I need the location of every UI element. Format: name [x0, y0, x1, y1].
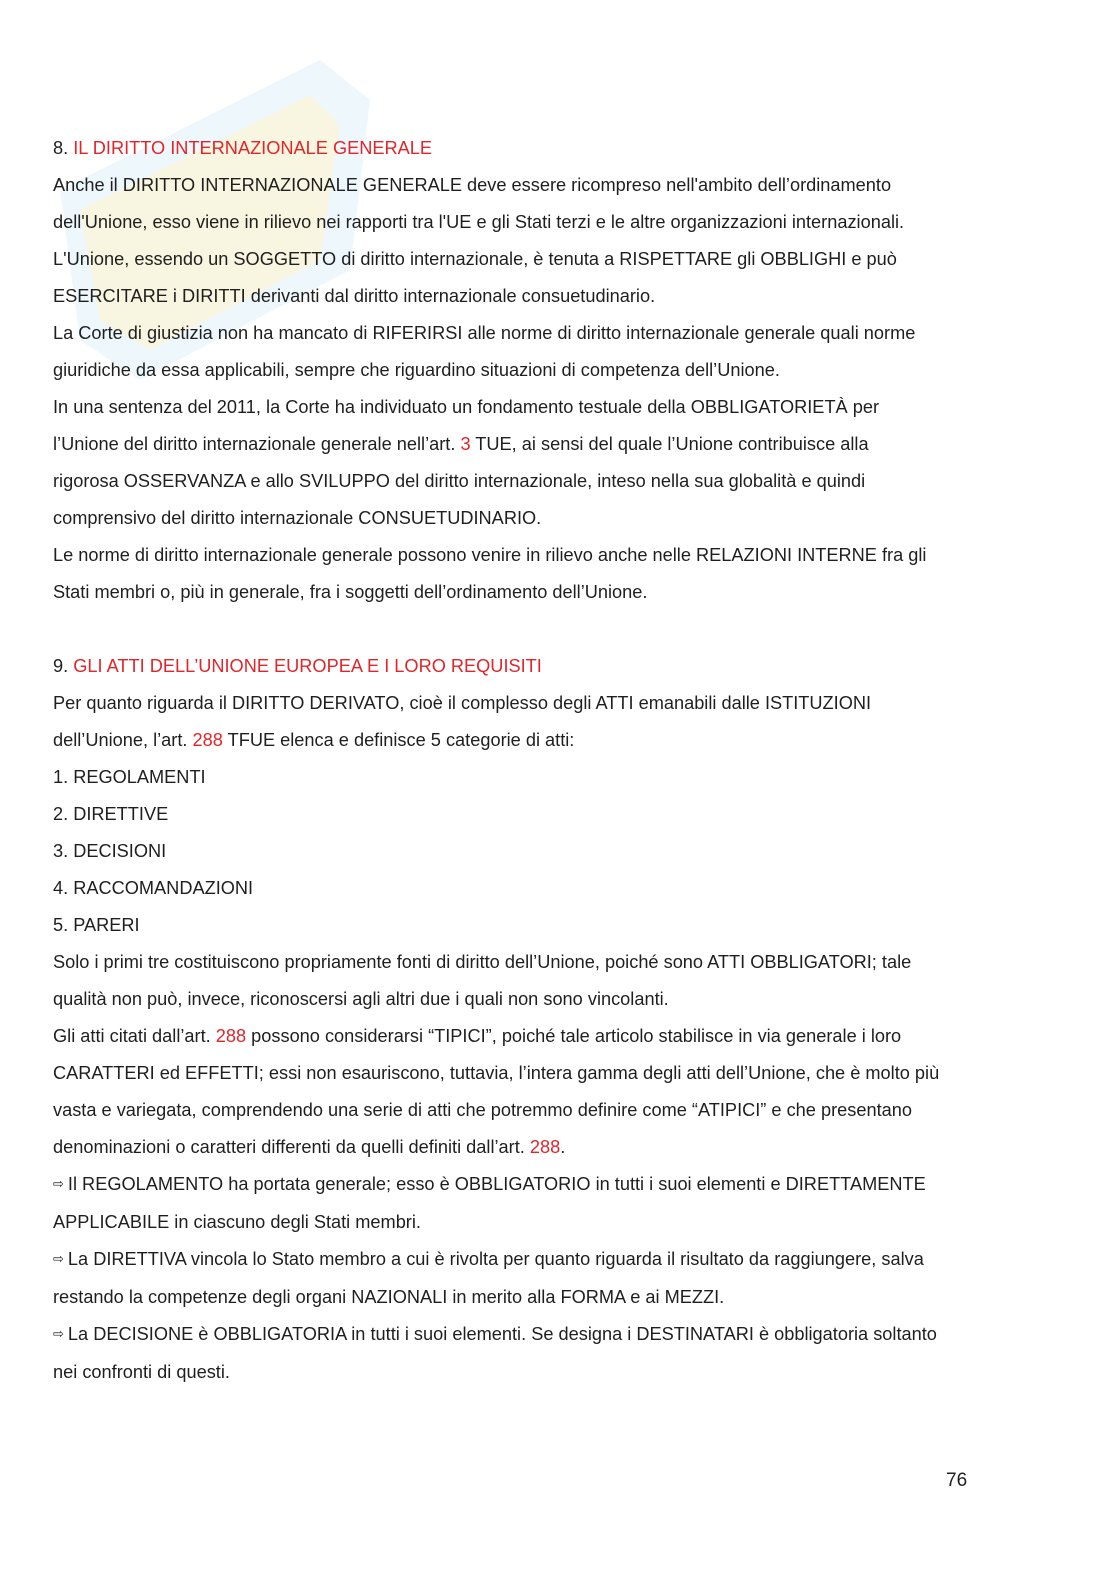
list-item: 4. RACCOMANDAZIONI — [53, 878, 254, 898]
list-item: 2. DIRETTIVE — [53, 804, 169, 824]
section-9-title: GLI ATTI DELL’UNIONE EUROPEA E I LORO REQUISITI — [73, 656, 542, 676]
page-number: 76 — [946, 1470, 968, 1491]
paragraph-line: Le norme di diritto internazionale generale possono venire in rilievo anche nelle RELAZIONI INTERNE fra gli — [53, 545, 927, 565]
section-8-title: IL DIRITTO INTERNAZIONALE GENERALE — [73, 138, 433, 158]
paragraph-line: APPLICABILE in ciascuno degli Stati membri. — [53, 1212, 421, 1232]
paragraph-line: ESERCITARE i DIRITTI derivanti dal diritto internazionale consuetudinario. — [53, 286, 656, 306]
section-8-heading: 8. IL DIRITTO INTERNAZIONALE GENERALE — [53, 138, 433, 158]
article-reference: 288 — [192, 730, 223, 750]
arrow-icon: ⇨ — [53, 1326, 64, 1341]
paragraph-line: restando la competenze degli organi NAZIONALI in merito alla FORMA e ai MEZZI. — [53, 1287, 725, 1307]
article-reference: 288 — [215, 1026, 247, 1046]
bullet-item: ⇨ Il REGOLAMENTO ha portata generale; esso è OBBLIGATORIO in tutti i suoi elementi e DIRETTAMENTE — [53, 1174, 926, 1194]
paragraph-line: L'Unione, essendo un SOGGETTO di diritto internazionale, è tenuta a RISPETTARE gli OBBLIGHI e può — [53, 249, 897, 269]
paragraph-line: rigorosa OSSERVANZA e allo SVILUPPO del diritto internazionale, inteso nella sua globalità e quindi — [53, 471, 866, 491]
paragraph-line: Per quanto riguarda il DIRITTO DERIVATO, cioè il complesso degli ATTI emanabili dalle ISTITUZIONI — [53, 693, 872, 713]
paragraph-line: l’Unione del diritto internazionale generale nell’art. 3 TUE, ai sensi del quale l’Unione contribuisce alla — [53, 434, 869, 454]
paragraph-line: vasta e variegata, comprendendo una serie di atti che potremmo definire come “ATIPICI” e che presentano — [53, 1100, 912, 1120]
paragraph-line: In una sentenza del 2011, la Corte ha individuato un fondamento testuale della OBBLIGATORIETÀ per — [53, 397, 880, 417]
paragraph-line: nei confronti di questi. — [53, 1362, 230, 1382]
paragraph-line: giuridiche da essa applicabili, sempre che riguardino situazioni di competenza dell’Unione. — [53, 360, 780, 380]
section-9-heading: 9. GLI ATTI DELL’UNIONE EUROPEA E I LORO REQUISITI — [53, 656, 542, 676]
article-reference: 3 — [460, 434, 471, 454]
paragraph-line: dell’Unione, l’art. 288 TFUE elenca e definisce 5 categorie di atti: — [53, 730, 575, 750]
article-reference: 288 — [529, 1137, 561, 1157]
page-content — [53, 130, 1053, 1391]
paragraph-line: Stati membri o, più in generale, fra i soggetti dell’ordinamento dell’Unione. — [53, 582, 648, 602]
paragraph-line: qualità non può, invece, riconoscersi agli altri due i quali non sono vincolanti. — [53, 989, 669, 1009]
paragraph-line: Gli atti citati dall’art. 288 possono considerarsi “TIPICI”, poiché tale articolo stabilisce in via generale i loro — [53, 1026, 902, 1046]
paragraph-line: comprensivo del diritto internazionale CONSUETUDINARIO. — [53, 508, 542, 528]
arrow-icon: ⇨ — [53, 1176, 64, 1191]
list-item: 5. PARERI — [53, 915, 140, 935]
list-item: 3. DECISIONI — [53, 841, 167, 861]
bullet-item: ⇨ La DIRETTIVA vincola lo Stato membro a cui è rivolta per quanto riguarda il risultato da raggiungere, salva — [53, 1249, 924, 1269]
paragraph-line: La Corte di giustizia non ha mancato di RIFERIRSI alle norme di diritto internazionale generale quali norme — [53, 323, 916, 343]
list-item: 1. REGOLAMENTI — [53, 767, 206, 787]
paragraph-line: denominazioni o caratteri differenti da quelli definiti dall’art. 288. — [53, 1137, 566, 1157]
paragraph-line: Solo i primi tre costituiscono propriamente fonti di diritto dell’Unione, poiché sono ATTI OBBLIGATORI; tale — [53, 952, 912, 972]
bullet-item: ⇨ La DECISIONE è OBBLIGATORIA in tutti i suoi elementi. Se designa i DESTINATARI è obbligatoria soltanto — [53, 1324, 937, 1344]
arrow-icon: ⇨ — [53, 1251, 64, 1266]
paragraph-line: dell'Unione, esso viene in rilievo nei rapporti tra l'UE e gli Stati terzi e le altre organizzazioni internazionali. — [53, 212, 905, 232]
paragraph-line: CARATTERI ed EFFETTI; essi non esauriscono, tuttavia, l’intera gamma degli atti dell’Unione, che è molto più — [53, 1063, 940, 1083]
paragraph-line: Anche il DIRITTO INTERNAZIONALE GENERALE deve essere ricompreso nell'ambito dell’ordinamento — [53, 175, 892, 195]
